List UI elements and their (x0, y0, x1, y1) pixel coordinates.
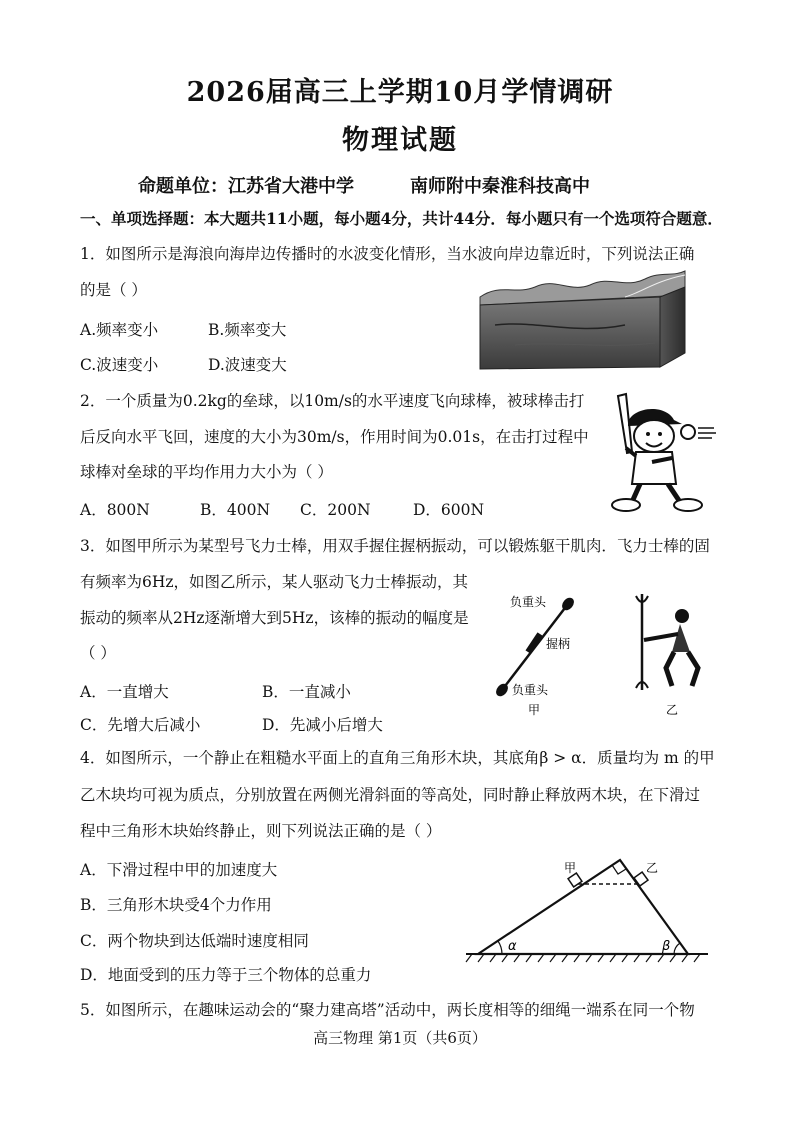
question-2-option-a: A．800N (80, 501, 150, 519)
question-4-option-a: A．下滑过程中甲的加速度大 (80, 861, 278, 879)
question-1-option-a: A.频率变小 (80, 321, 159, 339)
label-weight-bottom: 负重头 (512, 683, 549, 697)
question-2-stem-line-1: 2．一个质量为0.2kg的垒球，以10m/s的水平速度飞向球棒，被球棒击打 (80, 392, 585, 410)
question-3-option-b: B．一直减小 (262, 683, 351, 701)
label-weight-top: 负重头 (510, 595, 547, 609)
question-3-stem-line-3: 振动的频率从2Hz逐渐增大到5Hz，该棒的振动的幅度是 (80, 609, 469, 627)
label-angle-alpha: α (508, 939, 517, 954)
exam-title: 2026届高三上学期10月学情调研 (186, 77, 614, 108)
author-unit-1: 命题单位：江苏省大港中学 (138, 176, 354, 197)
question-2-option-c: C．200N (300, 501, 371, 519)
wave-figure (475, 265, 690, 375)
question-4-option-c: C．两个物块到达低端时速度相同 (80, 932, 309, 950)
author-units (138, 172, 590, 198)
question-1-option-b: B.频率变大 (208, 321, 287, 339)
label-fig-yi: 乙 (666, 703, 679, 717)
question-4-stem-line-3: 程中三角形木块始终静止，则下列说法正确的是（ ） (80, 822, 442, 840)
question-4-stem-line-1: 4．如图所示，一个静止在粗糙水平面上的直角三角形木块，其底角β > α．质量均为 m 的甲 (80, 749, 715, 767)
question-3-option-d: D．先减小后增大 (262, 716, 383, 734)
question-2-option-b: B．400N (200, 501, 271, 519)
incline-figure (462, 850, 712, 970)
question-4-option-b: B．三角形木块受4个力作用 (80, 896, 272, 914)
question-1-stem-line-1: 1．如图所示是海浪向海岸边传播时的水波变化情形，当水波向岸边靠近时，下列说法正确 (80, 245, 695, 263)
question-1-stem-line-2: 的是（ ） (80, 281, 147, 299)
batter-figure (596, 388, 721, 513)
label-angle-beta: β (662, 939, 671, 954)
flexi-bar-figure-yi (620, 590, 720, 720)
label-block-yi: 乙 (646, 861, 659, 875)
question-4-stem-line-2: 乙木块均可视为质点，分别放置在两侧光滑斜面的等高处，同时静止释放两木块，在下滑过 (80, 786, 701, 804)
label-fig-jia: 甲 (528, 703, 541, 717)
question-4-option-d: D．地面受到的压力等于三个物体的总重力 (80, 966, 372, 984)
label-block-jia: 甲 (564, 861, 577, 875)
question-3-option-c: C．先增大后减小 (80, 716, 201, 734)
question-2-stem-line-3: 球棒对垒球的平均作用力大小为（ ） (80, 463, 333, 481)
flexi-bar-figure-jia (488, 590, 598, 720)
page-footer: 高三物理 第1页（共6页） (313, 1029, 487, 1047)
question-3-option-a: A．一直增大 (80, 683, 169, 701)
question-1-option-c: C.波速变小 (80, 356, 159, 374)
question-2-option-d: D．600N (413, 501, 485, 519)
question-5-stem-line-1: 5．如图所示，在趣味运动会的“聚力建高塔”活动中，两长度相等的细绳一端系在同一个物 (80, 1001, 695, 1019)
question-3-stem-line-1: 3．如图甲所示为某型号飞力士棒，用双手握住握柄振动，可以锻炼躯干肌肉．飞力士棒的固 (80, 537, 710, 555)
question-1-option-d: D.波速变大 (208, 356, 287, 374)
exam-subtitle: 物理试题 (342, 125, 458, 156)
question-2-stem-line-2: 后反向水平飞回，速度的大小为30m/s，作用时间为0.01s，在击打过程中 (80, 428, 589, 446)
author-unit-2: 南师附中秦淮科技高中 (410, 176, 590, 197)
label-handle: 握柄 (546, 637, 571, 651)
question-3-stem-line-4: （ ） (80, 644, 116, 662)
question-3-stem-line-2: 有频率为6Hz，如图乙所示，某人驱动飞力士棒振动，其 (80, 573, 469, 591)
section-heading: 一、单项选择题：本大题共11小题，每小题4分，共计44分．每小题只有一个选项符合题意． (80, 209, 723, 228)
